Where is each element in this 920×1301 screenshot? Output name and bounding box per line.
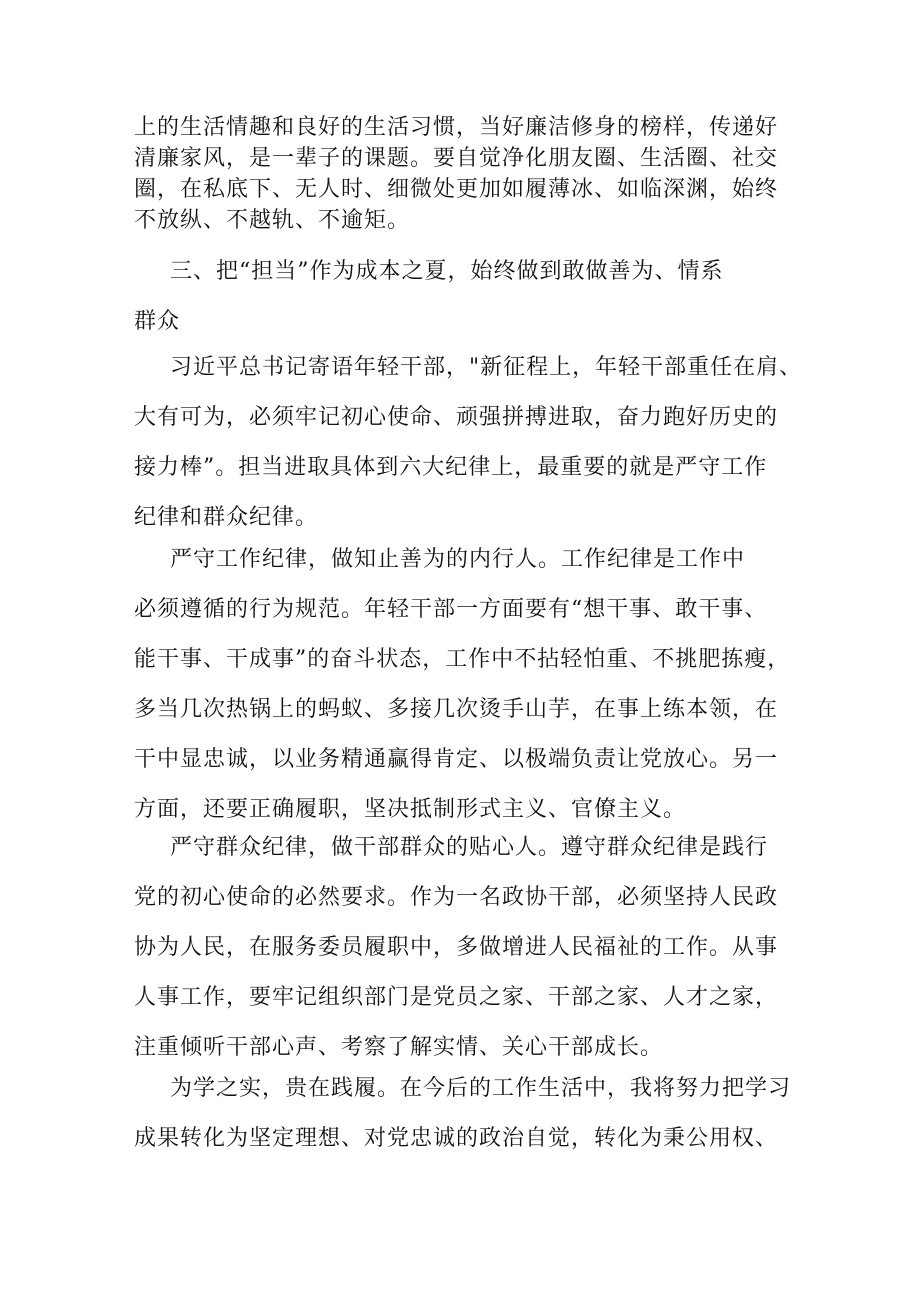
text-line: 大有可为，必须牢记初心使命、顽强拼搏进取，奋力跑好历史的 xyxy=(134,405,779,430)
paragraph-mass-discipline xyxy=(134,823,794,1073)
text-line: 习近平总书记寄语年轻干部，"新征程上，年轻干部重任在肩、 xyxy=(170,355,803,380)
text-line: 多当几次热锅上的蚂蚁、多接几次烫手山芋，在事上练本领，在 xyxy=(134,697,779,722)
paragraph-work-discipline xyxy=(134,535,794,835)
text-line: 接力棒”。担当进取具体到六大纪律上，最重要的就是严守工作 xyxy=(134,455,768,480)
text-line: 成果转化为坚定理想、对党忠诚的政治自觉，转化为秉公用权、 xyxy=(134,1126,779,1151)
text-line: 党的初心使命的必然要求。作为一名政协干部，必须坚持人民政 xyxy=(134,885,779,910)
text-line: 干中显忠诚，以业务精通赢得肯定、以极端负责让党放心。另一 xyxy=(134,747,779,772)
text-line: 方面，还要正确履职，坚决抵制形式主义、官僚主义。 xyxy=(134,797,687,822)
text-line: 圈，在私底下、无人时、细微处更加如履薄冰、如临深渊，始终 xyxy=(134,177,779,202)
text-line: 协为人民，在服务委员履职中，多做增进人民福祉的工作。从事 xyxy=(134,935,779,960)
section-heading-three xyxy=(134,247,794,347)
text-line: 严守群众纪律，做干部群众的贴心人。遵守群众纪律是践行 xyxy=(170,835,769,860)
text-line: 严守工作纪律，做知止善为的内行人。工作纪律是工作中 xyxy=(170,547,746,572)
text-line: 纪律和群众纪律。 xyxy=(134,505,319,530)
paragraph-conclusion xyxy=(134,1064,794,1164)
text-line: 清廉家风，是一辈子的课题。要自觉净化朋友圈、生活圈、社交 xyxy=(134,146,779,171)
paragraph-integrity-habits xyxy=(134,112,794,236)
paragraph-young-cadres-quote xyxy=(134,343,803,543)
text-line: 上的生活情趣和良好的生活习惯，当好廉洁修身的榜样，传递好 xyxy=(134,115,779,140)
text-line: 不放纵、不越轨、不逾矩。 xyxy=(134,208,411,233)
text-line: 必须遵循的行为规范。年轻干部一方面要有“想干事、敢干事、 xyxy=(134,597,768,622)
text-line: 注重倾听干部心声、考察了解实情、关心干部成长。 xyxy=(134,1035,664,1060)
heading-line: 群众 xyxy=(134,309,181,334)
text-line: 人事工作，要牢记组织部门是党员之家、干部之家、人才之家， xyxy=(134,985,779,1010)
text-line: 为学之实，贵在践履。在今后的工作生活中，我将努力把学习 xyxy=(170,1076,792,1101)
heading-line: 三、把“担当”作为成本之夏，始终做到敢做善为、情系 xyxy=(170,259,724,284)
text-line: 能干事、干成事”的奋斗状态，工作中不拈轻怕重、不挑肥拣瘦， xyxy=(134,647,791,672)
